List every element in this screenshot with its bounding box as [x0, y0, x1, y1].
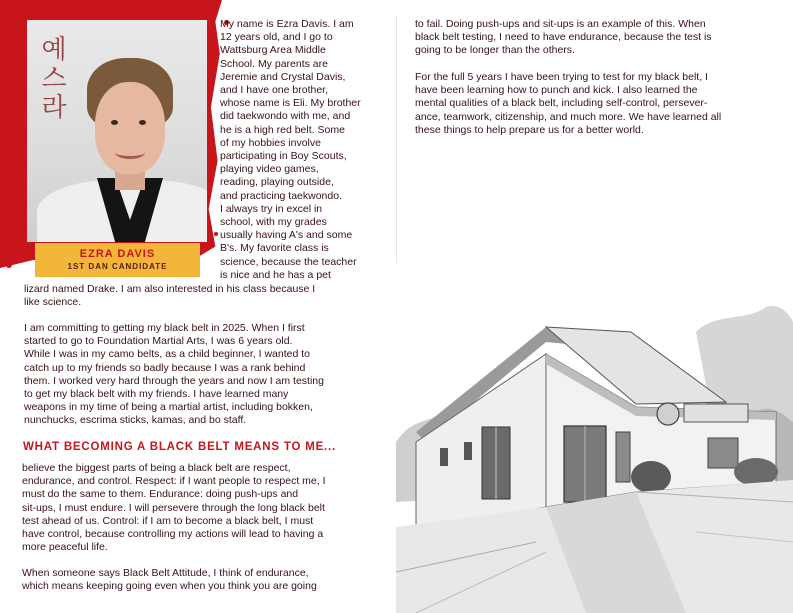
attitude-paragraph: [22, 567, 390, 593]
text-line: school, with my grades: [220, 216, 327, 229]
text-line: nunchucks, escrima sticks, kamas, and bo staff.: [24, 414, 247, 427]
text-line: playing video games,: [220, 163, 319, 176]
text-line: have control, because controlling my actions will lead to having a: [22, 528, 324, 541]
text-line: School. My parents are: [220, 57, 328, 70]
text-line: and practicing taekwondo.: [220, 189, 342, 202]
right-paragraph-1: [415, 18, 785, 58]
text-line: Jeremie and Crystal Davis,: [220, 70, 346, 83]
text-line: did taekwondo with me, and: [220, 110, 351, 123]
smile: [115, 146, 145, 159]
text-line: participating in Boy Scouts,: [220, 150, 347, 163]
text-line: While I was in my camo belts, as a child beginner, I wanted to: [24, 348, 310, 361]
text-line: I always try in excel in: [220, 202, 323, 215]
right-paragraph-2: [415, 71, 785, 137]
text-line: he is a high red belt. Some: [220, 123, 345, 136]
text-line: lizard named Drake. I am also interested in his class because I: [24, 283, 316, 295]
text-line: science, because the teacher: [220, 255, 357, 268]
intro-paragraph: [220, 18, 392, 282]
text-line: must do the same to them. Endurance: doing push-ups and: [22, 488, 299, 501]
eye: [139, 120, 146, 125]
text-line: weapons in my time of being a martial artist, including bokken,: [24, 401, 313, 414]
student-rank: 1ST DAN CANDIDATE: [67, 262, 168, 271]
student-photo: [27, 20, 207, 242]
text-line: these things to help prepare us for a better world.: [415, 123, 644, 136]
text-line: reading, playing outside,: [220, 176, 334, 189]
text-line: For the full 5 years I have been trying to test for my black belt, I: [415, 71, 708, 83]
text-line: of my hobbies involve: [220, 136, 321, 149]
korean-glyph: 라: [41, 93, 67, 123]
brush-speck: [214, 232, 218, 236]
korean-name-vertical: [39, 36, 69, 123]
text-line: 12 years old, and I go to: [220, 31, 333, 44]
text-line: B's. My favorite class is: [220, 242, 329, 255]
text-line: endurance, and control. Respect: if I want people to respect me, I: [22, 475, 326, 488]
text-line: which means keeping going even when you think you are going: [22, 580, 317, 593]
meaning-paragraph: [22, 462, 390, 554]
text-line: ance, teamwork, citizenship, and much more. We have learned all: [415, 110, 722, 123]
eye: [111, 120, 118, 125]
text-line: to get my black belt with my friends. I have learned many: [24, 388, 289, 401]
face: [95, 82, 165, 174]
text-line: sit-ups, I must endure. I will persevere through the long black belt: [22, 501, 325, 514]
student-name: EZRA DAVIS: [79, 248, 156, 260]
text-line: When someone says Black Belt Attitude, I think of endurance,: [22, 567, 309, 579]
text-line: usually having A's and some: [220, 229, 353, 242]
text-line: test ahead of us. Control: if I am to become a black belt, I must: [22, 514, 314, 527]
text-line: them. I worked very hard through the years and now I am testing: [24, 374, 324, 387]
section-heading: WHAT BECOMING A BLACK BELT MEANS TO ME...: [23, 441, 337, 453]
text-line: black belt testing, I need to have endurance, because the test is: [415, 31, 712, 44]
text-line: like science.: [24, 296, 82, 309]
brush-speck: [6, 262, 12, 268]
text-line: Wattsburg Area Middle: [220, 44, 326, 57]
text-line: and I have one brother,: [220, 84, 328, 97]
dojo-building-sketch: [396, 292, 793, 613]
text-line: is nice and he has a pet: [220, 268, 331, 281]
name-card: [35, 243, 200, 277]
text-line: I am committing to getting my black belt in 2025. When I first: [24, 322, 305, 334]
text-line: catch up to my friends so badly because I was a rank behind: [24, 361, 306, 374]
text-line: going to be longer than the others.: [415, 44, 575, 57]
text-line: started to go to Foundation Martial Arts, I was 6 years old.: [24, 335, 293, 348]
korean-glyph: 스: [41, 64, 67, 94]
text-line: My name is Ezra Davis. I am: [220, 18, 354, 30]
commitment-paragraph: [24, 322, 390, 428]
korean-glyph: 예: [41, 35, 67, 65]
text-line: mental qualities of a black belt, including self-control, persever-: [415, 97, 708, 110]
column-divider: [396, 15, 397, 263]
text-line: whose name is Eli. My brother: [220, 97, 361, 110]
text-line: have been learning how to punch and kick. I also learned the: [415, 84, 698, 97]
text-line: more peaceful life.: [22, 541, 108, 554]
text-line: to fail. Doing push-ups and sit-ups is an example of this. When: [415, 18, 706, 30]
intro-paragraph-end: [24, 283, 390, 309]
text-line: believe the biggest parts of being a black belt are respect,: [22, 462, 291, 474]
